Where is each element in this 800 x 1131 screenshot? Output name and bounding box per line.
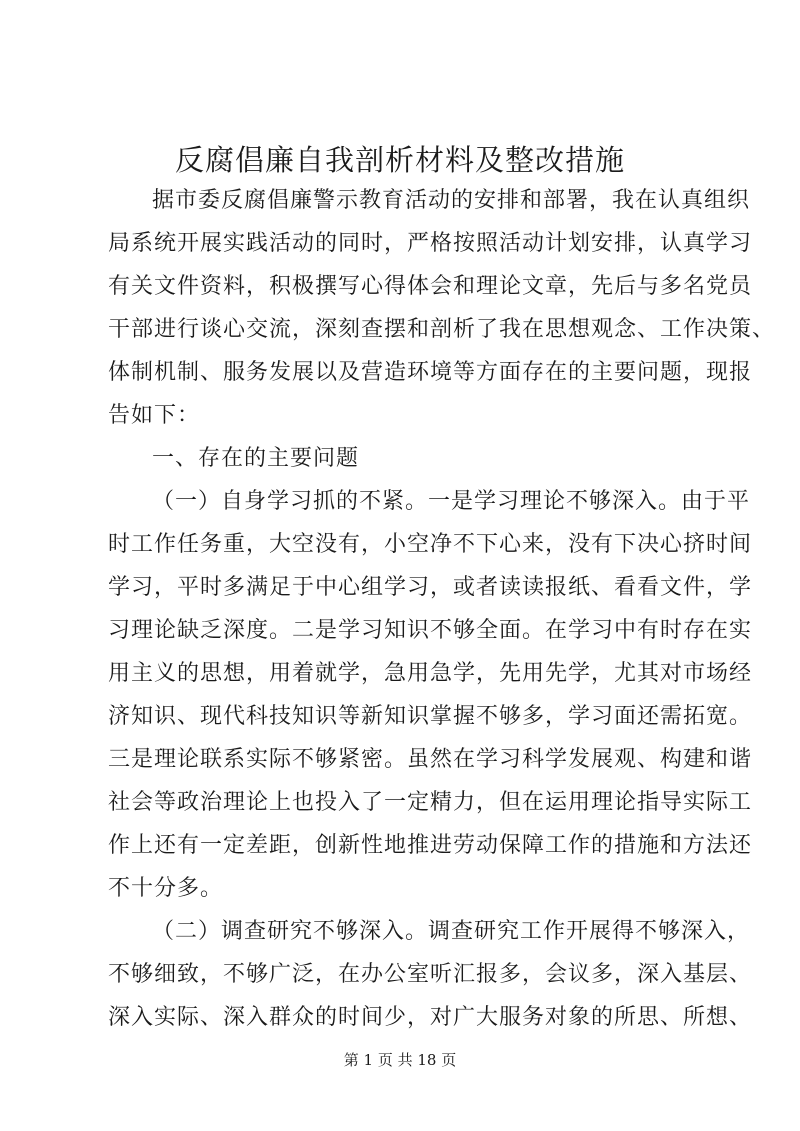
page-footer: 第 1 页 共 18 页 bbox=[343, 1051, 457, 1069]
body-line: 不够细致，不够广泛，在办公室听汇报多，会议多，深入基层、 bbox=[108, 962, 753, 987]
body-line: 干部进行谈心交流，深刻查摆和剖析了我在思想观念、工作决策、 bbox=[108, 317, 776, 342]
body-line: 不十分多。 bbox=[108, 876, 224, 901]
body-line: （一）自身学习抓的不紧。一是学习理论不够深入。由于平 bbox=[152, 489, 751, 514]
body-line: 时工作任务重，大空没有，小空净不下心来，没有下决心挤时间 bbox=[108, 532, 753, 557]
body-line: 济知识、现代科技知识等新知识掌握不够多，学习面还需拓宽。 bbox=[108, 704, 753, 729]
body-line: 作上还有一定差距，创新性地推进劳动保障工作的措施和方法还 bbox=[108, 833, 753, 858]
body-line: 用主义的思想，用着就学，急用急学，先用先学，尤其对市场经 bbox=[108, 661, 753, 686]
body-line: （二）调查研究不够深入。调查研究工作开展得不够深入， bbox=[152, 919, 751, 944]
document-title: 反腐倡廉自我剖析材料及整改措施 bbox=[174, 143, 625, 177]
body-line: 学习，平时多满足于中心组学习，或者读读报纸、看看文件，学 bbox=[108, 575, 753, 600]
body-line: 社会等政治理论上也投入了一定精力，但在运用理论指导实际工 bbox=[108, 790, 753, 815]
body-line: 据市委反腐倡廉警示教育活动的安排和部署，我在认真组织 bbox=[152, 188, 751, 213]
body-line: 习理论缺乏深度。二是学习知识不够全面。在学习中有时存在实 bbox=[108, 618, 753, 643]
body-line: 三是理论联系实际不够紧密。虽然在学习科学发展观、构建和谐 bbox=[108, 747, 753, 772]
body-line: 体制机制、服务发展以及营造环境等方面存在的主要问题，现报 bbox=[108, 360, 753, 385]
section-heading: 一、存在的主要问题 bbox=[152, 446, 360, 471]
body-line: 有关文件资料，积极撰写心得体会和理论文章，先后与多名党员 bbox=[108, 274, 753, 299]
body-line: 告如下： bbox=[108, 403, 201, 428]
body-line: 局系统开展实践活动的同时，严格按照活动计划安排，认真学习 bbox=[108, 231, 753, 256]
body-line: 深入实际、深入群众的时间少，对广大服务对象的所思、所想、 bbox=[108, 1005, 753, 1030]
